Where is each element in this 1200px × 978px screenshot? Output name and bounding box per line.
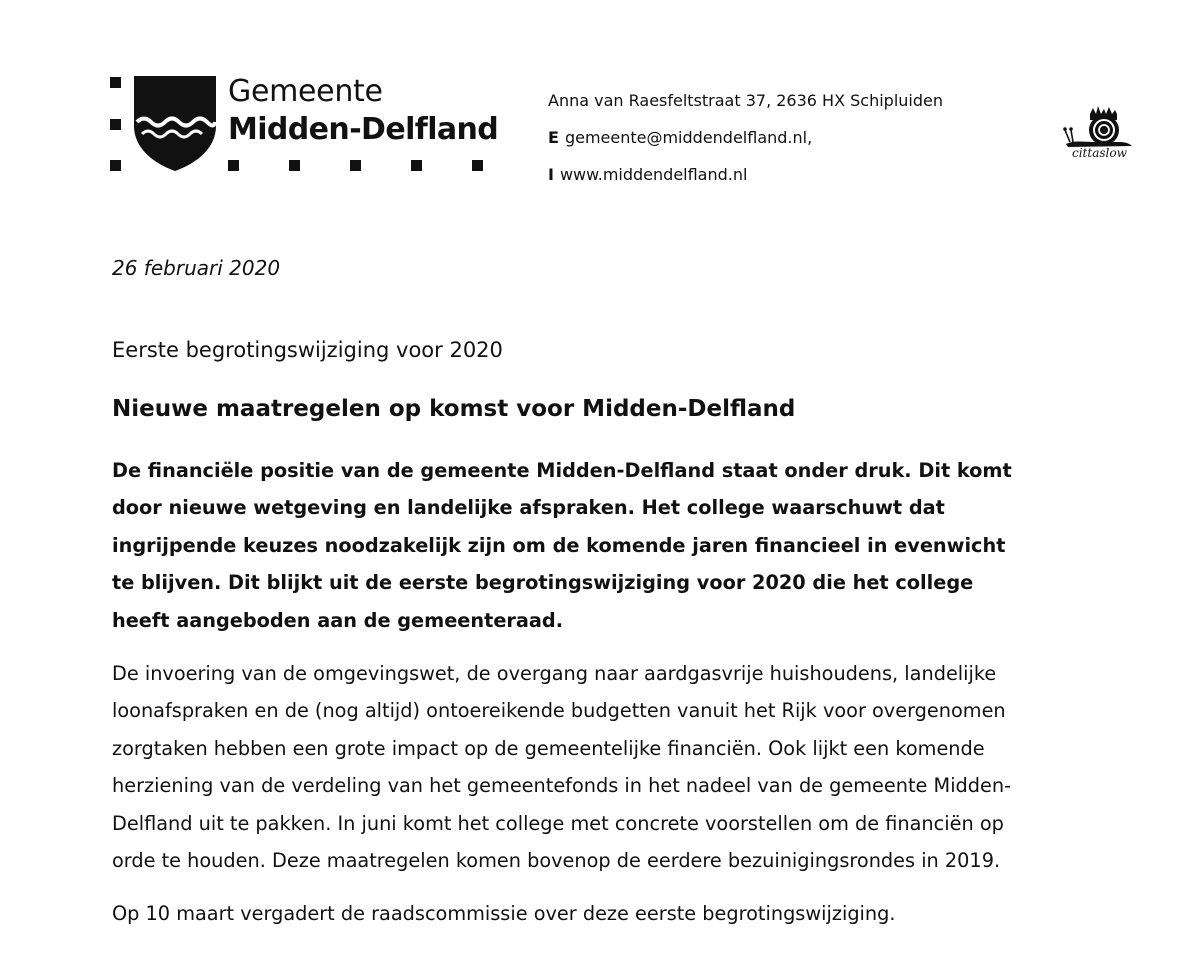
lead-line: ingrijpende keuzes noodzakelijk zijn om de komende jaren financieel in evenwicht [112,533,1006,557]
letter-date: 26 februari 2020 [112,256,281,280]
lead-paragraph [112,452,1072,639]
letter-headline: Nieuwe maatregelen op komst voor Midden-Delfland [112,396,796,422]
letter-subtitle: Eerste begrotingswijziging voor 2020 [112,338,503,362]
address-text: Anna van Raesfeltstraat 37, 2636 HX Schipluiden [548,91,943,110]
logo-name-line2: Midden-Delfland [228,112,499,147]
email-key: E [548,128,559,147]
body-line: zorgtaken hebben een grote impact op de gemeentelijke financiën. Ook lijkt een komende [112,736,985,760]
closing-paragraph: Op 10 maart vergadert de raadscommissie over deze eerste begrotingswijziging. [112,902,896,925]
contact-block [548,82,943,193]
body-line: De invoering van de omgevingswet, de overgang naar aardgasvrije huishoudens, landelijke [112,662,997,685]
logo-name-line1: Gemeente [228,74,383,109]
website-key: I [548,165,554,184]
body-line: Delfland uit te pakken. In juni komt het college met concrete voorstellen om de financiën op [112,811,1004,835]
website-link[interactable]: www.middendelfland.nl [559,165,748,184]
body-line: orde te houden. Deze maatregelen komen bovenop de eerdere bezuinigingsrondes in 2019. [112,849,1001,873]
email-line [548,119,943,156]
body-line: herziening van de verdeling van het gemeentefonds in het nadeel van de gemeente Midden- [112,774,1012,798]
cittaslow-logo [1060,100,1134,164]
lead-line: door nieuwe wetgeving en landelijke afspraken. Het college waarschuwt dat [112,496,945,520]
lead-line: te blijven. Dit blijkt uit de eerste begrotingswijziging voor 2020 die het college [112,571,974,595]
snail-icon [1060,100,1134,150]
lead-line: heeft aangeboden aan de gemeenteraad. [112,608,564,632]
municipality-logo [110,74,500,174]
body-line: loonafspraken en de (nog altijd) ontoereikende budgetten vanuit het Rijk voor overgenomen [112,699,1006,723]
website-line [548,156,943,193]
body-paragraph [112,655,1072,879]
cittaslow-label: cittaslow [1072,146,1127,160]
lead-line: De financiële positie van de gemeente Midden-Delfland staat onder druk. Dit komt [112,459,1012,482]
email-link[interactable]: gemeente@middendelfland.nl, [564,128,813,147]
address-line [548,82,943,119]
